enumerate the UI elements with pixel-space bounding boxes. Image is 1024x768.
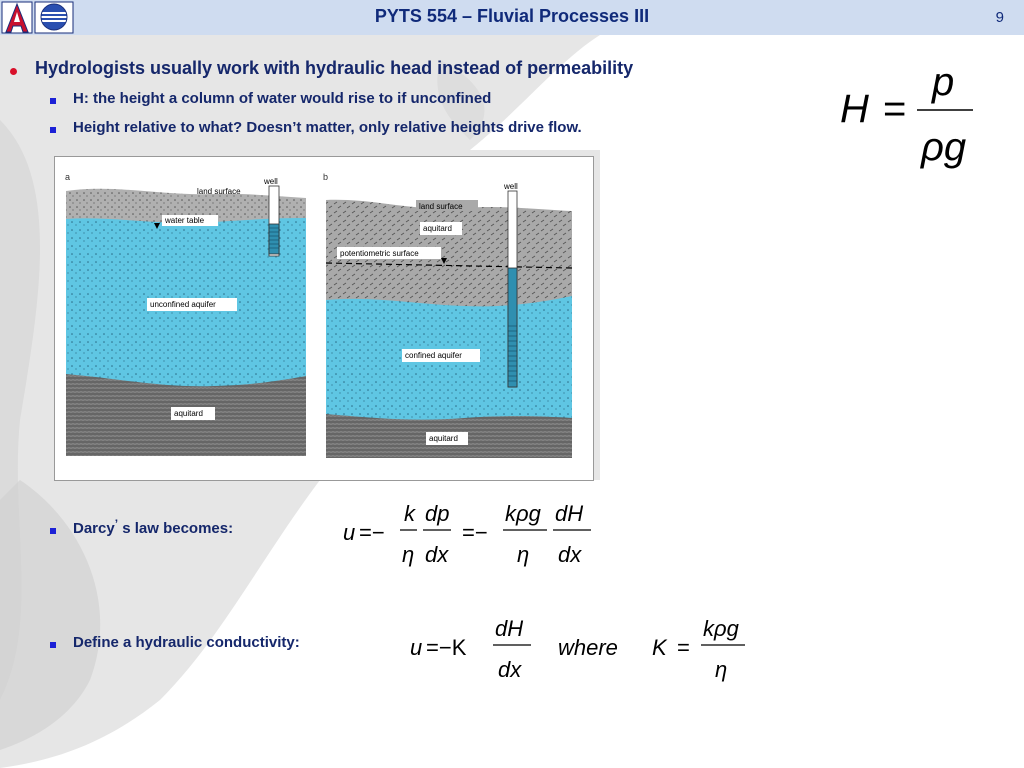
panel-a-land-surface: land surface [197, 187, 241, 196]
bullet-square-icon [50, 642, 56, 648]
darcy-rest: s law becomes: [118, 520, 234, 537]
conductivity-equation [405, 610, 755, 685]
panel-a-well: well [264, 177, 278, 186]
eq-u: u [343, 520, 356, 545]
aquifer-figure [54, 156, 594, 481]
eq-eta: η [715, 657, 728, 682]
darcy-word: Darcy [73, 520, 115, 537]
eq-equals-minus: =− [359, 520, 385, 545]
eq-dh: dH [495, 616, 524, 641]
eq-dx: dx [498, 657, 522, 682]
bullet-square-icon [50, 528, 56, 534]
panel-a-unconfined-aquifer: unconfined aquifer [150, 300, 216, 309]
darcy-equation [335, 495, 615, 570]
bullet-darcy: Darcy’ s law becomes: [73, 517, 234, 537]
bullet-square-icon [50, 127, 56, 133]
bullet-dot-icon [10, 68, 17, 75]
eq-denominator: ρg [921, 125, 967, 169]
panel-b-aquitard-bottom: aquitard [429, 434, 458, 443]
head-equation [835, 60, 985, 170]
panel-a-water-table: water table [165, 216, 205, 225]
eq-equals: = [883, 87, 907, 131]
bullet-square-icon [50, 98, 56, 104]
bullet-sub-1: H: the height a column of water would rise to if unconfined [73, 90, 492, 107]
panel-b-land-surface: land surface [419, 202, 463, 211]
bullet-sub-2: Height relative to what? Doesn’t matter, only relative heights drive flow. [73, 119, 582, 136]
bullet-conductivity: Define a hydraulic conductivity: [73, 634, 300, 651]
panel-a-aquitard: aquitard [174, 409, 203, 418]
eq-u: u [410, 635, 423, 660]
eq-dx-2: dx [558, 542, 582, 567]
eq-dx: dx [425, 542, 449, 567]
eq-h-symbol: H [840, 87, 869, 131]
panel-b-label: b [323, 172, 329, 182]
eq-eta: η [402, 542, 415, 567]
eq-equals-minus-k: =−K [426, 635, 467, 660]
panel-a-label: a [65, 172, 71, 182]
eq-where: where [558, 635, 618, 660]
eq-equals-minus-2: =− [462, 520, 488, 545]
eq-dh: dH [555, 501, 584, 526]
bullet-main: Hydrologists usually work with hydraulic head instead of permeability [35, 58, 634, 78]
panel-b-potentiometric-surface: potentiometric surface [340, 249, 419, 258]
eq-equals: = [677, 635, 690, 660]
eq-k: k [404, 501, 415, 526]
panel-b-aquitard-top: aquitard [423, 224, 452, 233]
eq-numerator: p [932, 60, 955, 104]
header-bar [0, 0, 1024, 35]
page-number: 9 [995, 9, 1004, 26]
eq-krg: kρg [505, 501, 541, 526]
panel-b-well: well [504, 182, 518, 191]
eq-dp: dp [425, 501, 450, 526]
panel-b-confined-aquifer: confined aquifer [405, 351, 462, 360]
slide-title: PYTS 554 – Fluvial Processes III [374, 6, 650, 26]
eq-eta-2: η [517, 542, 530, 567]
eq-k-capital: K [652, 635, 667, 660]
eq-krg: kρg [703, 616, 739, 641]
